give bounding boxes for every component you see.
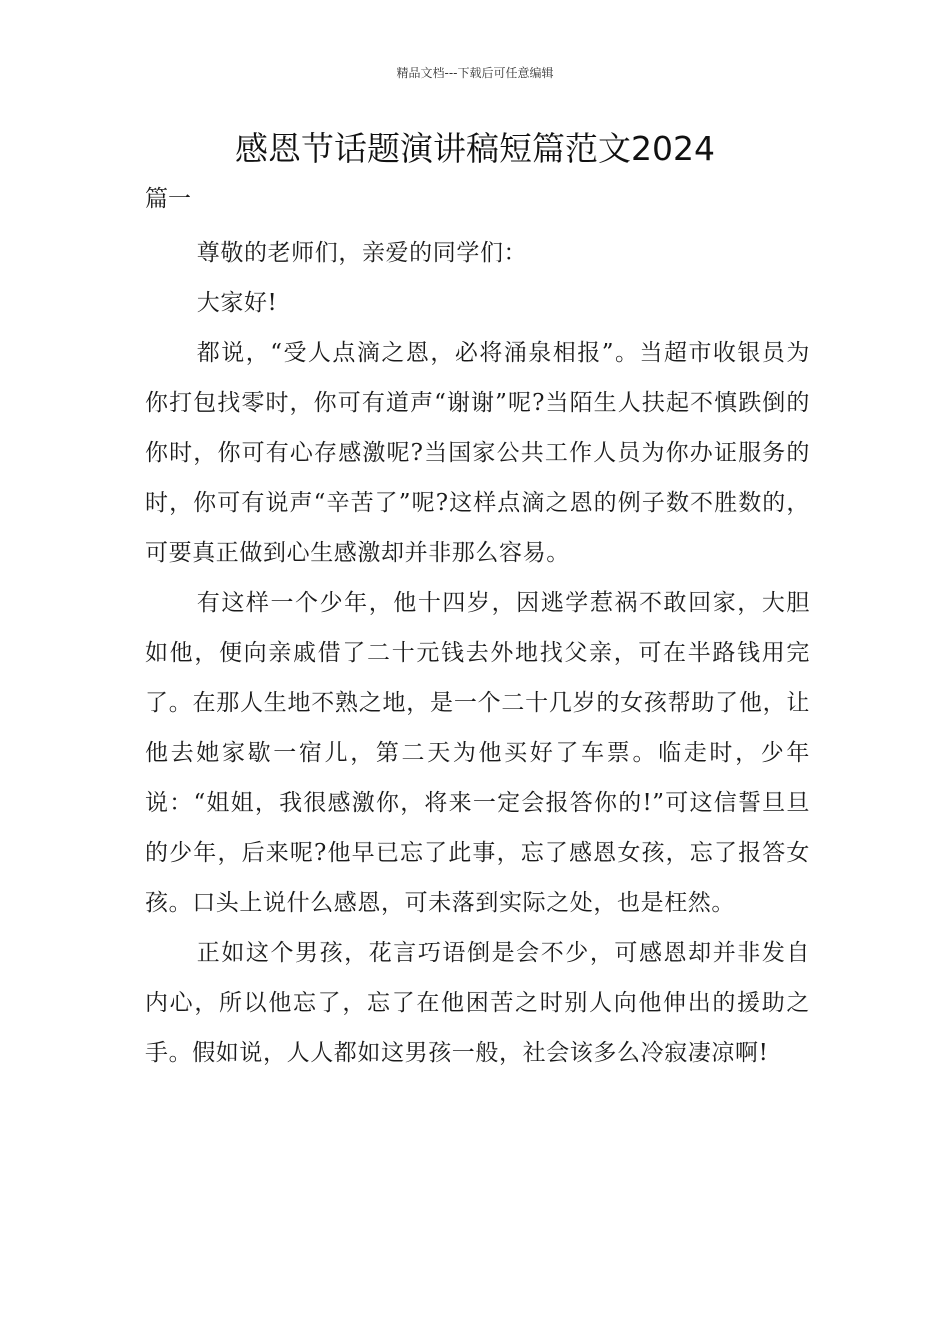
document-title: 感恩节话题演讲稿短篇范文2024 (235, 129, 715, 168)
section-label: 篇一 (145, 186, 191, 212)
header-note: 精品文档---下载后可任意编辑 (396, 66, 554, 80)
paragraph-greeting: 尊敬的老师们，亲爱的同学们： (196, 240, 528, 266)
paragraph-hello: 大家好! (196, 290, 278, 316)
paragraph-3: 正如这个男孩，花言巧语倒是会不少，可感恩却并非发自内心，所以他忘了，忘了在他困苦之时别人向他伸出的援助之手。假如说，人人都如这男孩一般，社会该多么冷寂凄凉啊! (145, 940, 810, 1066)
paragraph-2: 有这样一个少年，他十四岁，因逃学惹祸不敢回家，大胆如他，便向亲戚借了二十元钱去外地找父亲，可在半路钱用完了。在那人生地不熟之地，是一个二十几岁的女孩帮助了他，让他去她家歇一宿儿，第二天为他买好了车票。临走时，少年说：“姐姐，我很感激你，将来一定会报答你的!”可这信誓旦旦的少年，后来呢?他早已忘了此事，忘了感恩女孩，忘了报答女孩。口头上说什么感恩，可未落到实际之处，也是枉然。 (145, 590, 810, 916)
body-text (145, 228, 810, 1078)
paragraph-1: 都说，“受人点滴之恩，必将涌泉相报”。当超市收银员为你打包找零时，你可有道声“谢谢”呢?当陌生人扶起不慎跌倒的你时，你可有心存感激呢?当国家公共工作人员为你办证服务的时，你可有说声“辛苦了”呢?这样点滴之恩的例子数不胜数的，可要真正做到心生感激却并非那么容易。 (145, 340, 810, 566)
